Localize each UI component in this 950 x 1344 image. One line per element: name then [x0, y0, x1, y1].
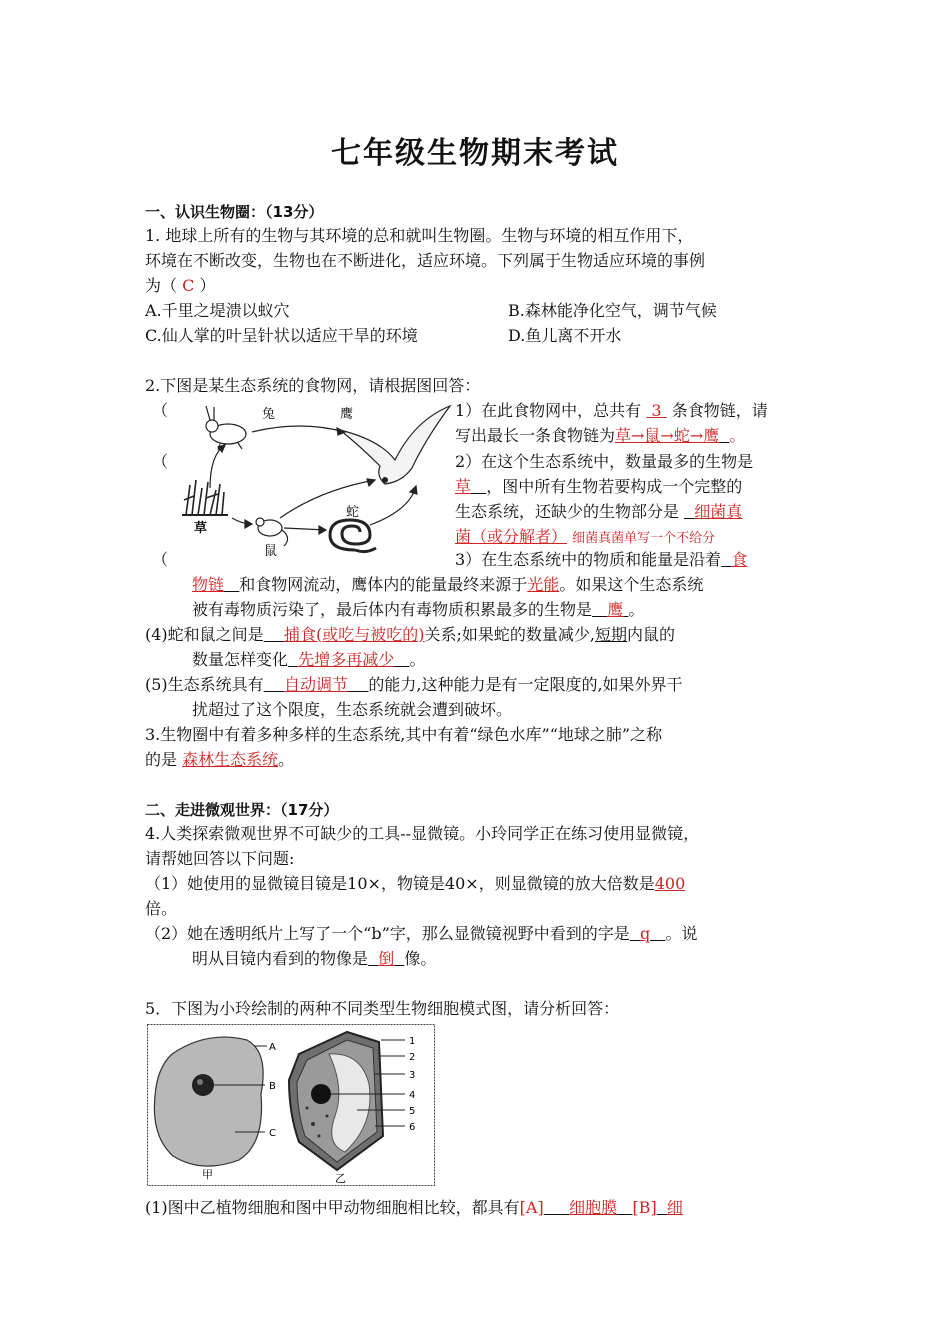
- q2-p2-b: ，图中所有生物若要构成一个完整的: [486, 477, 743, 496]
- q2-p3-a: 3）在生态系统中的物质和能量是沿着: [455, 550, 722, 569]
- food-web-diagram: [180, 400, 455, 560]
- q2-p2-answer-decomposer-b: 菌（或分解者）: [455, 527, 568, 546]
- label-6: 6: [409, 1122, 416, 1133]
- label-mouse: 鼠: [264, 544, 278, 559]
- q2-p4-line1: [145, 623, 675, 647]
- q4-line1: 4.人类探索微观世界不可缺少的工具--显微镜。小玲同学正在练习使用显微镜，: [145, 824, 700, 843]
- animal-cell-drawing: [154, 1037, 263, 1166]
- q1-option-b: B.森林能净化空气，调节气候: [508, 301, 717, 320]
- q4-s2-line2: [192, 947, 436, 971]
- label-yi: 乙: [335, 1172, 346, 1185]
- snake-drawing: [330, 520, 376, 552]
- q2-p1-answer-count: 3: [651, 401, 662, 420]
- q5-s1-line1: [145, 1196, 683, 1220]
- q2-paren-2: （: [152, 452, 169, 471]
- label-3: 3: [409, 1070, 416, 1081]
- q4-line2: 请帮她回答以下问题:: [145, 849, 295, 868]
- label-5: 5: [409, 1106, 416, 1117]
- q2-p5-a: (5)生态系统具有: [145, 675, 264, 694]
- q5-s1-ans2: 细: [666, 1198, 683, 1217]
- q2-p5-b: 的能力,这种能力是有一定限度的,如果外界干: [368, 675, 683, 694]
- q2-p1-a: 1）在此食物网中，总共有: [455, 401, 642, 420]
- section1-heading: 一、认识生物圈：（13分）: [145, 203, 324, 221]
- mouse-drawing: [256, 518, 288, 546]
- q2-p5-line1: [145, 673, 683, 697]
- q2-p4-a: (4)蛇和鼠之间是: [145, 625, 264, 644]
- q2-p2-line2: [455, 475, 742, 499]
- q2-p4-e: 。: [409, 650, 426, 669]
- q5-s1-a: (1)图中乙植物细胞和图中甲动物细胞相比较，都具有: [145, 1198, 520, 1217]
- q2-p2-c: 生态系统，还缺少的生物部分是: [455, 502, 680, 521]
- label-A: A: [269, 1042, 276, 1053]
- q4-s2-answer: q: [639, 924, 651, 943]
- label-snake: 蛇: [346, 505, 360, 520]
- q2-p4-b: 关系;如果蛇的数量减少,: [424, 625, 595, 644]
- q3-line2-post: 。: [278, 750, 295, 769]
- label-C: C: [269, 1128, 276, 1139]
- q4-s2-c: 明从目镜内看到的物像是: [192, 949, 369, 968]
- q2-p1-line2: [455, 424, 745, 448]
- q2-p5-answer: 自动调节: [284, 675, 349, 694]
- q2-p1-answer-chain: 草→鼠→蛇→鹰: [615, 426, 720, 445]
- eagle-drawing: [340, 406, 450, 484]
- label-rabbit: 兔: [262, 407, 276, 422]
- q2-p3-answer-chain-b: 物链: [192, 575, 225, 594]
- q2-p1-d: 。: [729, 426, 746, 445]
- q1-line1: 1. 地球上所有的生物与其环境的总和就叫生物圈。生物与环境的相互作用下，: [145, 226, 694, 245]
- q2-p3-answer-eagle: 鹰: [607, 600, 624, 619]
- q2-p5-line2: 扰超过了这个限度，生态系统就会遭到破坏。: [192, 700, 513, 719]
- q2-p3-c: 。如果这个生态系统: [559, 575, 704, 594]
- q4-s2-a: （2）她在透明纸片上写了一个“b”字，那么显微镜视野中看到的字是: [145, 924, 630, 943]
- q3-line2: [145, 748, 294, 772]
- q2-paren-3: （: [152, 550, 169, 569]
- cell-diagram: [147, 1024, 435, 1186]
- q2-p3-line2: [192, 573, 703, 597]
- q2-intro: 2.下图是某生态系统的食物网，请根据图回答：: [145, 376, 481, 395]
- q2-p3-b: 和食物网流动，鹰体内的能量最终来源于: [239, 575, 528, 594]
- q3-answer: 森林生态系统: [182, 750, 279, 769]
- grass-drawing: [182, 480, 228, 515]
- q2-p3-e: 。: [628, 600, 645, 619]
- q4-s1-line2: 倍。: [145, 899, 178, 918]
- q2-p3-answer-energy: 光能: [527, 575, 560, 594]
- q2-p3-answer-chain-a: 食: [731, 550, 748, 569]
- q2-p2-answer-most: 草: [455, 477, 472, 496]
- q2-p4-line2: [192, 648, 425, 672]
- q5-s1-ansB: [B]: [632, 1198, 657, 1217]
- label-2: 2: [409, 1052, 416, 1063]
- q4-s1-answer: 400: [654, 874, 686, 893]
- q1-option-a: A.千里之堤溃以蚁穴: [145, 301, 290, 320]
- rabbit-drawing: [206, 406, 246, 450]
- q1-line2: 环境在不断改变，生物也在不断进化，适应环境。下列属于生物适应环境的事例: [145, 251, 706, 270]
- q2-paren-1: （: [152, 401, 169, 420]
- q3-line1: 3.生物圈中有着多种多样的生态系统,其中有着“绿色水库”“地球之肺”之称: [145, 725, 663, 744]
- q4-s2-b: 。说: [665, 924, 698, 943]
- q2-p3-line1: [455, 548, 747, 572]
- q5-intro: 5．下图为小玲绘制的两种不同类型生物细胞模式图，请分析回答：: [145, 999, 620, 1018]
- q2-p2-line1: 2）在这个生态系统中，数量最多的生物是: [455, 452, 754, 471]
- label-jia: 甲: [202, 1168, 213, 1181]
- section2-heading: 二、走进微观世界：（17分）: [145, 801, 339, 819]
- q5-s1-ansA: [A]: [519, 1198, 544, 1217]
- q2-p2-line3: [455, 500, 742, 524]
- label-1: 1: [409, 1036, 416, 1047]
- q1-line3-pre: 为（: [145, 276, 178, 295]
- q4-s2-answer2: 倒: [378, 949, 395, 968]
- label-B: B: [269, 1081, 276, 1092]
- q2-p1-b: 条食物链，请: [671, 401, 768, 420]
- label-grass: 草: [194, 521, 208, 536]
- page-title: 七年级生物期末考试: [331, 136, 619, 171]
- q2-p4-answer-change: 先增多再减少: [298, 650, 395, 669]
- q3-line2-pre: 的是: [145, 750, 178, 769]
- q5-s1-ans1: 细胞膜: [569, 1198, 618, 1217]
- q2-p1-c: 写出最长一条食物链为: [455, 426, 616, 445]
- q2-p4-answer-relation: 捕食(或吃与被吃的): [284, 625, 425, 644]
- q1-option-d: D.鱼儿离不开水: [508, 326, 622, 345]
- q2-p4-c: 内鼠的: [627, 625, 676, 644]
- q4-s1-line1: [145, 872, 685, 896]
- q1-option-c: C.仙人掌的叶呈针状以适应干旱的环境: [145, 326, 418, 345]
- q2-p4-d: 数量怎样变化: [192, 650, 289, 669]
- q1-line3: [145, 274, 215, 298]
- q2-p1-line1: [455, 399, 768, 423]
- q2-p2-answer-decomposer-a: 细菌真: [694, 502, 743, 521]
- q2-p3-line3: [192, 598, 644, 622]
- q4-s2-line1: [145, 922, 698, 946]
- q4-s1-a: （1）她使用的显微镜目镜是10×，物镜是40×，则显微镜的放大倍数是: [145, 874, 655, 893]
- label-eagle: 鹰: [340, 407, 354, 422]
- q2-p4-u: 短期: [595, 625, 628, 644]
- q1-answer: C: [182, 276, 195, 295]
- q4-s2-d: 像。: [404, 949, 437, 968]
- q2-p2-note: 细菌真菌单写一个不给分: [572, 531, 716, 546]
- label-4: 4: [409, 1090, 416, 1101]
- q1-line3-post: ）: [199, 276, 216, 295]
- q2-p3-d: 被有毒物质污染了，最后体内有毒物质积累最多的生物是: [192, 600, 593, 619]
